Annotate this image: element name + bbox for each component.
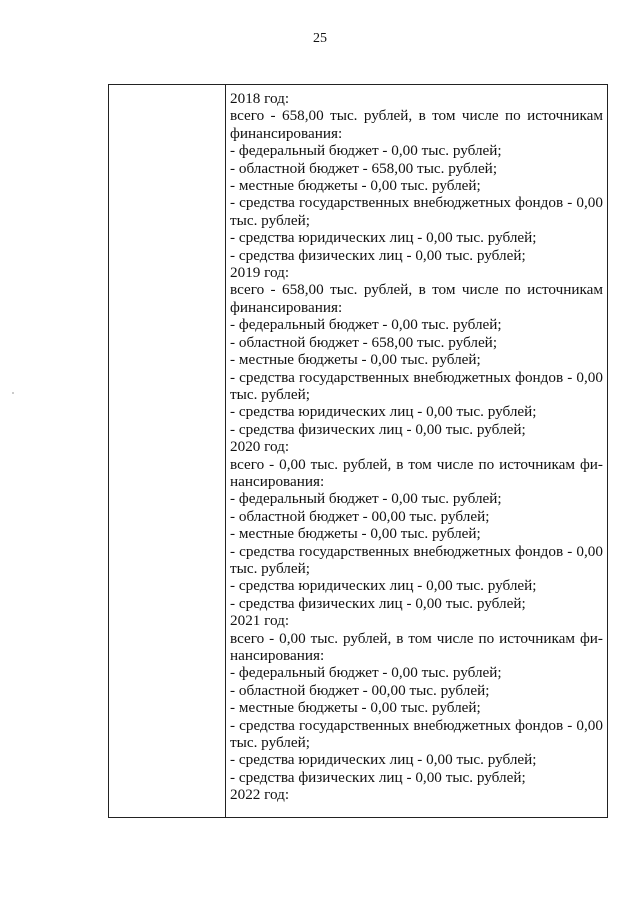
text-line: - средства государственных внебюджетных фондов - 0,00 <box>230 368 603 386</box>
text-line: - федеральный бюджет - 0,00 тыс. рублей; <box>230 664 502 682</box>
text-line: - средства юридических лиц - 0,00 тыс. рублей; <box>230 229 537 247</box>
text-line: тыс. рублей; <box>230 385 310 403</box>
text-line: 2020 год: <box>230 438 290 456</box>
text-line: всего - 658,00 тыс. рублей, в том числе по источникам <box>230 281 603 299</box>
text-line: - местные бюджеты - 0,00 тыс. рублей; <box>230 525 481 543</box>
scan-speck <box>12 392 14 394</box>
text-line: финансирования: <box>230 298 343 316</box>
text-line: - местные бюджеты - 0,00 тыс. рублей; <box>230 699 481 717</box>
text-line: - местные бюджеты - 0,00 тыс. рублей; <box>230 351 481 369</box>
text-line: всего - 0,00 тыс. рублей, в том числе по источникам фи- <box>230 455 603 473</box>
text-line: - средства физических лиц - 0,00 тыс. рублей; <box>230 420 526 438</box>
text-line: тыс. рублей; <box>230 211 310 229</box>
text-line: 2021 год: <box>230 612 290 630</box>
text-line: финансирования: <box>230 124 343 142</box>
text-line: нансирования: <box>230 647 325 664</box>
text-line: - средства физических лиц - 0,00 тыс. рублей; <box>230 594 526 612</box>
text-line: тыс. рублей; <box>230 734 310 752</box>
table-label-cell <box>109 85 226 817</box>
text-line: - средства юридических лиц - 0,00 тыс. рублей; <box>230 751 537 769</box>
text-line: - федеральный бюджет - 0,00 тыс. рублей; <box>230 490 502 508</box>
text-line: - областной бюджет - 658,00 тыс. рублей; <box>230 333 498 351</box>
text-line: - средства государственных внебюджетных фондов - 0,00 <box>230 716 603 734</box>
text-line: нансирования: <box>230 472 325 490</box>
text-line: - средства физических лиц - 0,00 тыс. рублей; <box>230 768 526 786</box>
text-line: - федеральный бюджет - 0,00 тыс. рублей; <box>230 142 502 160</box>
text-line: - средства государственных внебюджетных фондов - 0,00 <box>230 194 603 212</box>
text-line: - федеральный бюджет - 0,00 тыс. рублей; <box>230 316 502 334</box>
text-line: - средства юридических лиц - 0,00 тыс. рублей; <box>230 403 537 421</box>
text-line: - средства государственных внебюджетных фондов - 0,00 <box>230 542 603 560</box>
text-line: 2018 год: <box>230 90 290 107</box>
text-line: - средства физических лиц - 0,00 тыс. рублей; <box>230 246 526 264</box>
text-line: - местные бюджеты - 0,00 тыс. рублей; <box>230 177 481 195</box>
text-line: 2022 год: <box>230 786 290 804</box>
table-content-cell <box>226 85 607 817</box>
text-line: 2019 год: <box>230 264 290 282</box>
text-line: - областной бюджет - 00,00 тыс. рублей; <box>230 681 490 699</box>
text-line: всего - 0,00 тыс. рублей, в том числе по источникам фи- <box>230 629 603 647</box>
text-line: всего - 658,00 тыс. рублей, в том числе по источникам <box>230 107 603 125</box>
funding-table <box>108 84 608 818</box>
page-number: 25 <box>313 31 327 46</box>
text-line: - средства юридических лиц - 0,00 тыс. рублей; <box>230 577 537 595</box>
text-line: тыс. рублей; <box>230 559 310 577</box>
text-line: - областной бюджет - 658,00 тыс. рублей; <box>230 159 498 177</box>
text-line: - областной бюджет - 00,00 тыс. рублей; <box>230 507 490 525</box>
